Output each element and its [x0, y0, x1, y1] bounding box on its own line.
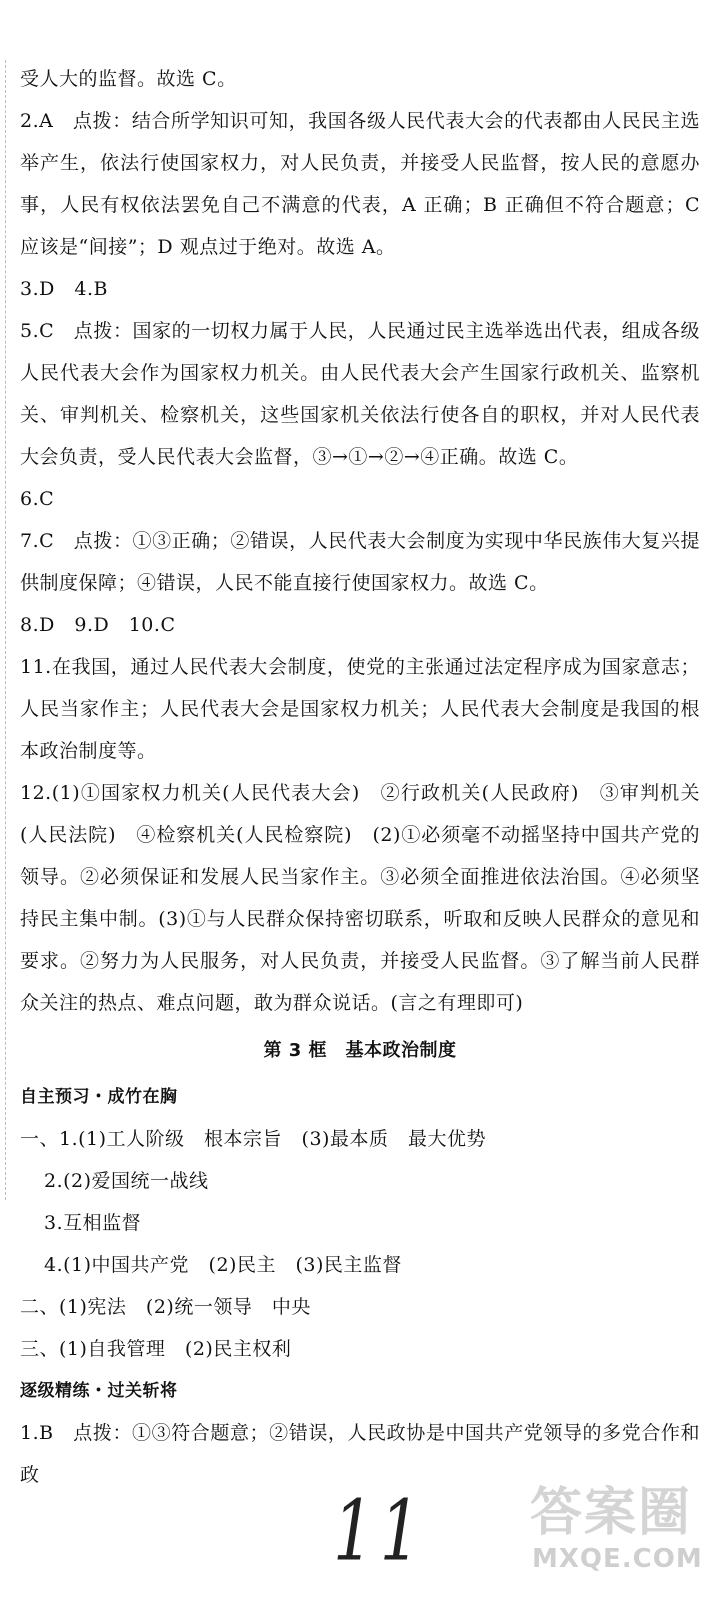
- answer-6: 6.C: [20, 488, 55, 510]
- preview-line: 3.互相监督: [44, 1212, 142, 1234]
- answer-5: 5.C 点拨：国家的一切权力属于人民，人民通过民主选举选出代表，组成各级人民代表大会作为国家权力机关。由人民代表大会产生国家行政机关、监察机关、审判机关、检察机关，这些国家机关依法行使各自的职权，并对人民代表大会负责，受人民代表大会监督，③→①→②→④正确。故选 C。: [20, 320, 700, 468]
- answer-12: 12.(1)①国家权力机关(人民代表大会) ②行政机关(人民政府) ③审判机关(人民法院) ④检察机关(人民检察院) (2)①必须毫不动摇坚持中国共产党的领导。②必须保证和发展人民当家作主。③必须全面推进依法治国。④必须坚持民主集中制。(3)①与人民群众保持密切联系，听取和反映人民群众的意见和要求。②努力为人民服务，对人民负责，并接受人民监督。③了解当前人民群众关注的热点、难点问题，敢为群众说话。(言之有理即可): [20, 782, 700, 1014]
- watermark-title: 答案圈: [530, 1483, 693, 1543]
- preview-line: 2.(2)爱国统一战线: [44, 1170, 209, 1192]
- preview-line: 一、1.(1)工人阶级 根本宗旨 (3)最本质 最大优势: [20, 1128, 486, 1150]
- preview-line: 三、(1)自我管理 (2)民主权利: [20, 1338, 292, 1360]
- text-line: 受人大的监督。故选 C。: [20, 68, 237, 90]
- preview-line: 4.(1)中国共产党 (2)民主 (3)民主监督: [44, 1254, 402, 1276]
- practice-answer-1: 1.B 点拨：①③符合题意；②错误，人民政协是中国共产党领导的多党合作和政: [20, 1422, 700, 1486]
- margin-dashed-line: [5, 60, 6, 1200]
- answer-8-10: 8.D 9.D 10.C: [20, 614, 176, 636]
- preview-line: 二、(1)宪法 (2)统一领导 中央: [20, 1296, 311, 1318]
- answer-7: 7.C 点拨：①③正确；②错误，人民代表大会制度为实现中华民族伟大复兴提供制度保障；④错误，人民不能直接行使国家权力。故选 C。: [20, 530, 700, 594]
- section-title: 第 3 框 基本政治制度: [263, 1040, 457, 1061]
- subsection-title-preview: 自主预习・成竹在胸: [20, 1087, 178, 1107]
- answer-3-4: 3.D 4.B: [20, 278, 108, 300]
- answer-11: 11.在我国，通过人民代表大会制度，使党的主张通过法定程序成为国家意志；人民当家作主；人民代表大会是国家权力机关；人民代表大会制度是我国的根本政治制度等。: [20, 656, 700, 762]
- page-number: 11: [333, 1483, 427, 1581]
- page-content: [20, 58, 700, 1496]
- watermark-url: MXQE.COM: [532, 1544, 703, 1574]
- answer-2: 2.A 点拨：结合所学知识可知，我国各级人民代表大会的代表都由人民民主选举产生，依法行使国家权力，对人民负责，并接受人民监督，按人民的意愿办事，人民有权依法罢免自己不满意的代表，A 正确；B 正确但不符合题意；C 应该是“间接”；D 观点过于绝对。故选 A。: [20, 110, 700, 258]
- watermark-logo: [530, 1482, 705, 1582]
- subsection-title-practice: 逐级精练・过关斩将: [20, 1381, 178, 1401]
